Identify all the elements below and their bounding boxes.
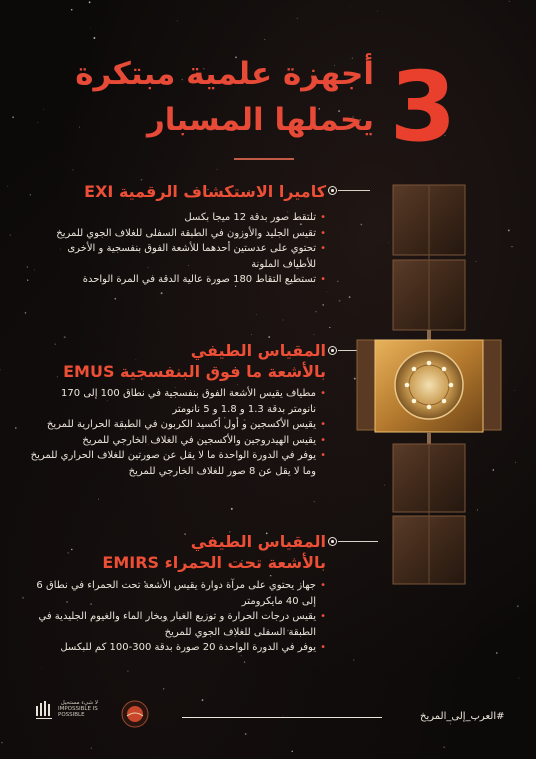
star — [67, 552, 69, 554]
star — [202, 699, 204, 701]
star — [377, 11, 378, 12]
star — [71, 549, 72, 550]
star — [79, 127, 80, 128]
star — [90, 28, 91, 29]
star — [57, 376, 58, 377]
star — [245, 733, 247, 735]
star — [314, 501, 315, 502]
star — [93, 37, 95, 39]
probe-body — [357, 340, 501, 432]
bullet-list-exi — [26, 210, 326, 288]
star — [15, 427, 17, 429]
section-title-emus-line-1: المقياس الطيفي — [190, 341, 326, 360]
section-marker-emirs — [328, 537, 337, 546]
impossible-is-possible-logo — [58, 700, 98, 718]
star — [268, 336, 270, 338]
star — [161, 292, 163, 294]
star — [329, 327, 330, 328]
star — [496, 652, 498, 654]
title-divider — [234, 158, 294, 160]
headline-line-2: يحملها المسبار — [146, 102, 374, 138]
list-item: • تحتوي على عدستين أحدهما للأشعة الفوق بنفسجية و الأخرى للأطياف الملونة — [66, 241, 326, 272]
star — [41, 668, 42, 669]
star — [350, 6, 351, 7]
star — [1, 742, 2, 743]
star — [518, 678, 519, 679]
star — [0, 369, 1, 370]
list-item: • مطياف يقيس الأشعة الفوق بنفسجية في نطاق 100 إلى 170 نانومتر بدقة 1.3 و 1.8 و 5 نانومتر — [36, 386, 326, 417]
list-item: • تستطيع التقاط 180 صورة عالية الدقة في المرة الواحدة — [26, 272, 326, 288]
star — [115, 298, 117, 300]
footer-divider — [182, 717, 382, 718]
star — [315, 311, 316, 312]
list-item: • تقيس الجليد والأوزون في الطبقة السفلى للغلاف الجوي للمريخ — [46, 226, 326, 242]
star — [7, 186, 8, 187]
star — [72, 169, 73, 170]
mars-mission-logo — [121, 700, 149, 728]
section-title-emirs-line-1: المقياس الطيفي — [190, 532, 326, 551]
star — [339, 300, 341, 302]
bullet-list-emirs — [26, 578, 326, 656]
star — [30, 194, 31, 195]
star — [231, 508, 233, 510]
star — [349, 296, 351, 298]
star — [91, 747, 92, 748]
hashtag: #العرب_إلى_المريخ — [420, 711, 505, 722]
star — [291, 751, 292, 752]
list-item: • يقيس درجات الحرارة و توزيع الغبار وبخار الماء والغيوم الجليدية في الطبقة السفلى للغلاف الجوي للمريخ — [21, 609, 326, 640]
hope-probe-illustration — [355, 180, 505, 590]
star — [64, 336, 66, 338]
star — [216, 169, 217, 170]
bullet-list-emus — [26, 386, 326, 479]
star — [508, 229, 510, 231]
star — [89, 1, 91, 3]
list-item: • يقيس الهيدروجين والأكسجين في الغلاف الخارجي للمريخ — [26, 433, 326, 449]
star — [264, 39, 265, 40]
star — [244, 661, 245, 662]
star — [98, 499, 99, 500]
list-item: • يوفر في الدورة الواحدة 20 صورة بدقة 300-100 كم للبكسل — [36, 640, 326, 656]
star — [177, 21, 178, 22]
list-item: • جهاز يحتوي على مرآة دوارة يقيس الأشعة تحت الحمراء في نطاق 6 إلى 40 مايكرومتر — [36, 578, 326, 609]
star — [327, 291, 328, 292]
star — [54, 343, 56, 345]
star — [515, 462, 516, 463]
list-item: • يقيس الأكسجين و أول أكسيد الكربون في الطبقة الحرارية للمريخ — [26, 417, 326, 433]
section-title-emirs-line-2: بالأشعة تحت الحمراء EMIRS — [102, 553, 326, 572]
star — [43, 109, 44, 110]
headline-line-1: أجهزة علمية مبتكرة — [75, 56, 374, 92]
impossible-english: IMPOSSIBLE IS POSSIBLE — [58, 706, 98, 718]
section-title-emus-line-2: بالأشعة ما فوق البنفسجية EMUS — [63, 362, 326, 381]
star — [511, 246, 512, 247]
star — [443, 746, 445, 748]
list-item: • تلتقط صور بدقة 12 ميجا بكسل — [26, 210, 326, 226]
star — [353, 660, 354, 661]
star — [157, 758, 158, 759]
star — [251, 334, 252, 335]
star — [517, 605, 519, 607]
star — [450, 723, 451, 724]
star — [509, 1, 510, 2]
star — [297, 18, 298, 19]
star — [37, 122, 38, 123]
section-title-exi: كاميرا الاستكشاف الرقمية EXI — [84, 182, 326, 201]
star — [25, 312, 27, 314]
section-marker-emus — [328, 346, 337, 355]
star — [237, 384, 238, 385]
impossible-arabic: لا شيء مستحيل — [60, 700, 98, 706]
star — [337, 281, 338, 282]
solar-panel-bottom — [393, 432, 465, 584]
star — [12, 116, 14, 118]
section-number: 3 — [389, 51, 457, 163]
star — [256, 314, 257, 315]
solar-panel-top — [393, 185, 465, 344]
list-item: • يوفر في الدورة الواحدة ما لا يقل عن صورتين للغلاف الحراري للمريخ وما لا يقل عن 8 صور للغلاف الخارجي للمريخ — [26, 448, 326, 479]
section-title-emus — [63, 340, 326, 382]
star — [514, 390, 515, 391]
section-title-emirs — [102, 531, 326, 573]
section-marker-exi — [328, 186, 337, 195]
star — [10, 234, 11, 235]
star — [127, 670, 128, 671]
star — [71, 9, 73, 11]
star — [314, 334, 315, 335]
uae-logo — [34, 700, 54, 722]
star — [22, 597, 24, 599]
star — [322, 304, 324, 306]
star — [283, 320, 284, 321]
star — [163, 688, 164, 689]
star — [270, 575, 271, 576]
